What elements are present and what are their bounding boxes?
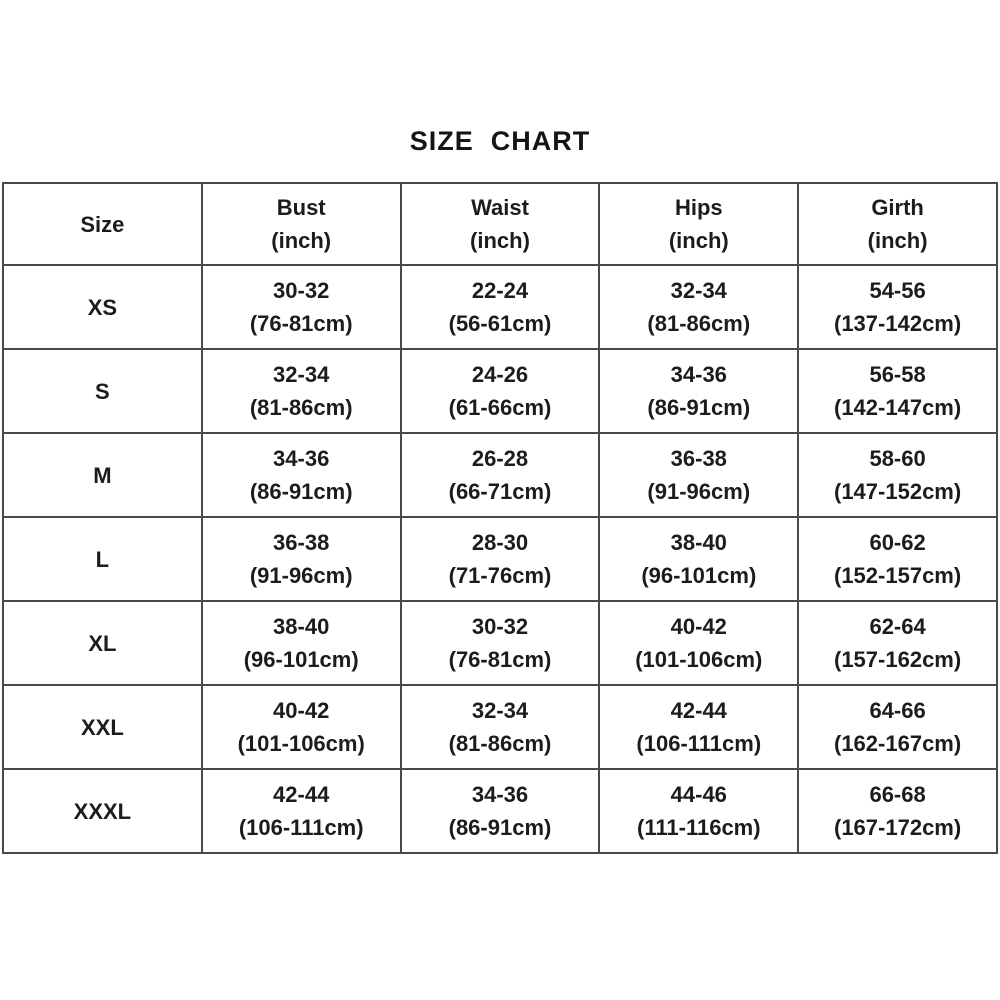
- cm-value: (81-86cm): [647, 311, 751, 336]
- header-label: Girth: [871, 195, 924, 220]
- hips-cell: [599, 265, 798, 349]
- inch-value: 36-38: [670, 446, 727, 471]
- size-label: XS: [87, 294, 118, 320]
- table-row-m: [3, 433, 997, 517]
- girth-cell: [798, 685, 997, 769]
- girth-cell: [798, 769, 997, 853]
- girth-cell: [798, 601, 997, 685]
- waist-cell: [401, 601, 600, 685]
- inch-value: 26-28: [471, 446, 529, 471]
- size-chart-table: [2, 182, 998, 854]
- size-cell: [3, 685, 202, 769]
- cm-value: (96-101cm): [243, 647, 359, 672]
- inch-value: 56-58: [869, 362, 926, 387]
- waist-cell: [401, 433, 600, 517]
- cm-value: (71-76cm): [448, 563, 552, 588]
- size-label: XXXL: [73, 798, 132, 824]
- inch-value: 44-46: [670, 782, 727, 807]
- bust-cell: [202, 517, 401, 601]
- bust-cell: [202, 685, 401, 769]
- header-unit: (inch): [668, 228, 729, 253]
- inch-value: 28-30: [471, 530, 529, 555]
- cm-value: (167-172cm): [834, 815, 962, 840]
- header-row: [3, 183, 997, 265]
- bust-cell: [202, 601, 401, 685]
- waist-cell: [401, 349, 600, 433]
- cm-value: (152-157cm): [834, 563, 962, 588]
- girth-cell: [798, 433, 997, 517]
- table-row-xxxl: [3, 769, 997, 853]
- bust-cell: [202, 433, 401, 517]
- inch-value: 60-62: [869, 530, 926, 555]
- cm-value: (81-86cm): [448, 731, 552, 756]
- cm-value: (147-152cm): [834, 479, 962, 504]
- inch-value: 62-64: [869, 614, 926, 639]
- girth-cell: [798, 349, 997, 433]
- size-cell: [3, 433, 202, 517]
- cm-value: (76-81cm): [448, 647, 552, 672]
- size-cell: [3, 769, 202, 853]
- header-cell-waist: [401, 183, 600, 265]
- header-label: Waist: [471, 195, 529, 220]
- header-cell-bust: [202, 183, 401, 265]
- cm-value: (91-96cm): [249, 563, 353, 588]
- hips-cell: [599, 517, 798, 601]
- girth-cell: [798, 517, 997, 601]
- inch-value: 22-24: [471, 278, 529, 303]
- inch-value: 54-56: [869, 278, 926, 303]
- hips-cell: [599, 433, 798, 517]
- size-cell: [3, 517, 202, 601]
- header-unit: (inch): [867, 228, 928, 253]
- size-label: XXL: [81, 714, 124, 740]
- inch-value: 42-44: [273, 782, 330, 807]
- inch-value: 36-38: [273, 530, 330, 555]
- cm-value: (101-106cm): [635, 647, 763, 672]
- cm-value: (101-106cm): [237, 731, 365, 756]
- size-cell: [3, 601, 202, 685]
- inch-value: 32-34: [670, 278, 727, 303]
- inch-value: 40-42: [273, 698, 330, 723]
- inch-value: 32-34: [471, 698, 529, 723]
- cm-value: (137-142cm): [834, 311, 962, 336]
- size-cell: [3, 265, 202, 349]
- header-cell-size: [3, 183, 202, 265]
- header-cell-hips: [599, 183, 798, 265]
- cm-value: (86-91cm): [647, 395, 751, 420]
- inch-value: 64-66: [869, 698, 926, 723]
- table-row-s: [3, 349, 997, 433]
- inch-value: 38-40: [670, 530, 727, 555]
- bust-cell: [202, 769, 401, 853]
- cm-value: (61-66cm): [448, 395, 552, 420]
- bust-cell: [202, 349, 401, 433]
- table-row-l: [3, 517, 997, 601]
- cm-value: (162-167cm): [834, 731, 962, 756]
- inch-value: 40-42: [670, 614, 727, 639]
- inch-value: 30-32: [273, 278, 330, 303]
- cm-value: (142-147cm): [834, 395, 962, 420]
- table-row-xxl: [3, 685, 997, 769]
- cm-value: (91-96cm): [647, 479, 751, 504]
- inch-value: 24-26: [471, 362, 529, 387]
- size-cell: [3, 349, 202, 433]
- size-label: XL: [88, 630, 117, 656]
- header-cell-girth: [798, 183, 997, 265]
- table-row-xl: [3, 601, 997, 685]
- cm-value: (86-91cm): [448, 815, 552, 840]
- inch-value: 58-60: [869, 446, 926, 471]
- waist-cell: [401, 769, 600, 853]
- hips-cell: [599, 349, 798, 433]
- hips-cell: [599, 685, 798, 769]
- size-label: M: [93, 462, 112, 488]
- cm-value: (56-61cm): [448, 311, 552, 336]
- bust-cell: [202, 265, 401, 349]
- inch-value: 30-32: [471, 614, 529, 639]
- page-title: SIZE CHART: [409, 126, 591, 156]
- cm-value: (86-91cm): [249, 479, 353, 504]
- cm-value: (106-111cm): [238, 815, 364, 840]
- inch-value: 66-68: [869, 782, 926, 807]
- header-label: Bust: [276, 195, 326, 220]
- cm-value: (96-101cm): [641, 563, 757, 588]
- hips-cell: [599, 601, 798, 685]
- inch-value: 34-36: [670, 362, 727, 387]
- inch-value: 38-40: [273, 614, 330, 639]
- waist-cell: [401, 265, 600, 349]
- girth-cell: [798, 265, 997, 349]
- inch-value: 34-36: [471, 782, 529, 807]
- inch-value: 32-34: [273, 362, 330, 387]
- cm-value: (111-116cm): [637, 815, 761, 840]
- cm-value: (76-81cm): [249, 311, 353, 336]
- size-label: L: [95, 546, 110, 572]
- header-unit: (inch): [271, 228, 332, 253]
- header-label: Size: [80, 211, 125, 237]
- cm-value: (81-86cm): [249, 395, 353, 420]
- waist-cell: [401, 685, 600, 769]
- hips-cell: [599, 769, 798, 853]
- size-label: S: [95, 378, 110, 404]
- cm-value: (157-162cm): [834, 647, 962, 672]
- inch-value: 42-44: [670, 698, 727, 723]
- inch-value: 34-36: [273, 446, 330, 471]
- header-label: Hips: [674, 195, 723, 220]
- table-row-xs: [3, 265, 997, 349]
- header-unit: (inch): [470, 228, 530, 253]
- cm-value: (66-71cm): [448, 479, 552, 504]
- cm-value: (106-111cm): [636, 731, 762, 756]
- waist-cell: [401, 517, 600, 601]
